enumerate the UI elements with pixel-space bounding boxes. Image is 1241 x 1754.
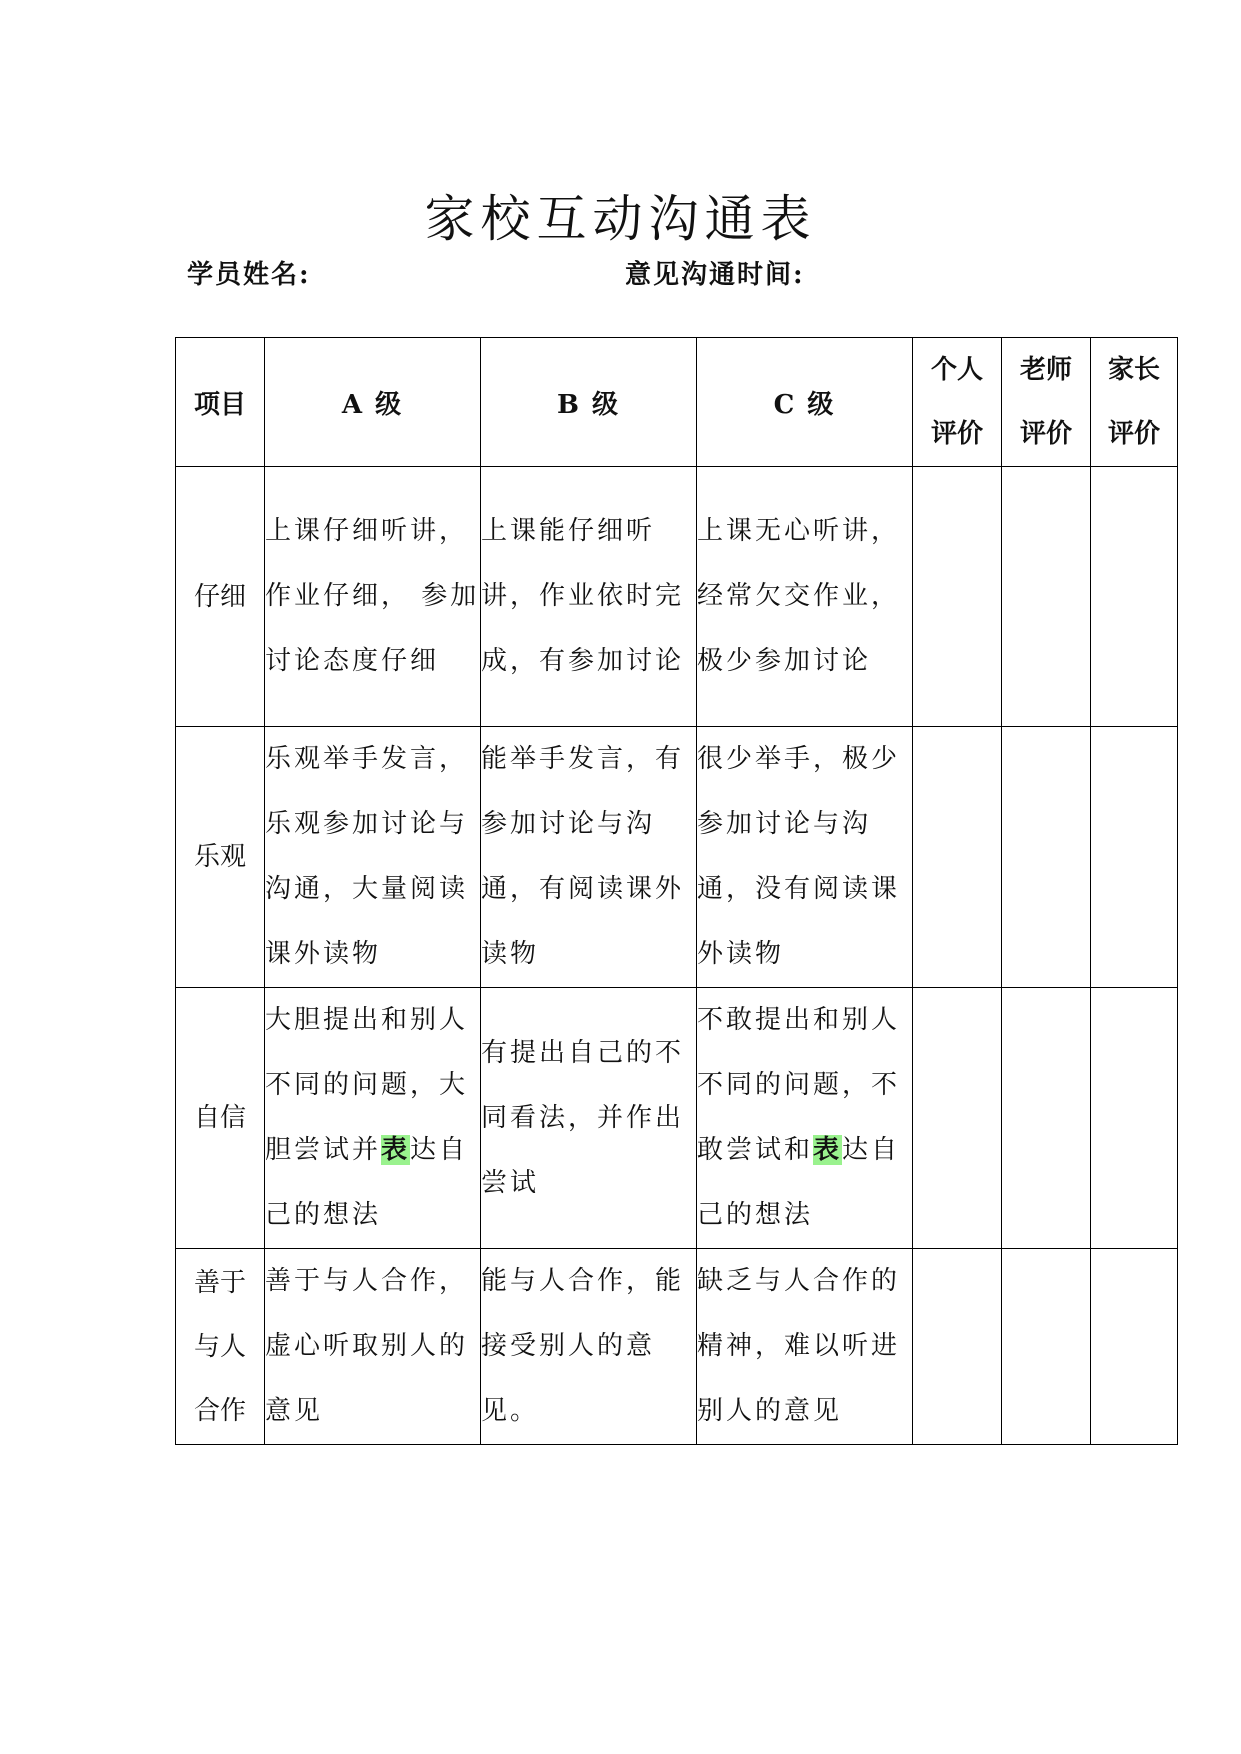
- cell-teacher-eval[interactable]: [1002, 727, 1091, 988]
- cell-grade-b: 能举手发言，有参加讨论与沟通，有阅读课外读物: [481, 727, 697, 988]
- cell-self-eval[interactable]: [913, 727, 1002, 988]
- cell-grade-b: 有提出自己的不同看法，并作出尝试: [481, 988, 697, 1249]
- cell-text: 大胆提出和别人不同的问题，大胆尝试并: [265, 1005, 469, 1165]
- header-parent-eval: [1091, 338, 1178, 467]
- row-item-optimistic: 乐观: [176, 727, 265, 988]
- cell-self-eval[interactable]: [913, 467, 1002, 727]
- cell-grade-a: 乐观举手发言，乐观参加讨论与沟通，大量阅读课外读物: [265, 727, 481, 988]
- evaluation-table: [175, 337, 1178, 1445]
- cell-teacher-eval[interactable]: [1002, 988, 1091, 1249]
- table-row: [176, 1249, 1178, 1445]
- cell-grade-c: [697, 988, 913, 1249]
- cell-grade-a: 上课仔细听讲，作业仔细， 参加讨论态度仔细: [265, 467, 481, 727]
- cell-parent-eval[interactable]: [1091, 727, 1178, 988]
- cell-self-eval[interactable]: [913, 1249, 1002, 1445]
- header-teacher-eval: [1002, 338, 1091, 467]
- table-row: [176, 727, 1178, 988]
- header-item: 项目: [176, 338, 265, 467]
- header-self-eval-line2: 评价: [930, 419, 983, 449]
- highlighted-text: 表: [381, 1135, 411, 1165]
- cell-grade-b: 能与人合作，能接受别人的意见。: [481, 1249, 697, 1445]
- cell-text: 达自己的想法: [265, 1135, 469, 1230]
- cell-grade-c: 缺乏与人合作的精神，难以听进别人的意见: [697, 1249, 913, 1445]
- cell-text: 不敢提出和别人不同的问题，不敢尝试和: [697, 1005, 901, 1165]
- header-parent-eval-line2: 评价: [1107, 419, 1160, 449]
- row-item-confident: 自信: [176, 988, 265, 1249]
- header-grade-c: C 级: [697, 338, 913, 467]
- row-item-cooperation: [176, 1249, 265, 1445]
- header-grade-b: B 级: [481, 338, 697, 467]
- cell-self-eval[interactable]: [913, 988, 1002, 1249]
- page-title: 家校互动沟通表: [424, 189, 817, 248]
- cell-teacher-eval[interactable]: [1002, 1249, 1091, 1445]
- cell-teacher-eval[interactable]: [1002, 467, 1091, 727]
- cell-grade-c: 很少举手，极少参加讨论与沟通，没有阅读课外读物: [697, 727, 913, 988]
- communication-time-label: 意见沟通时间:: [625, 260, 805, 290]
- table-header-row: [176, 338, 1178, 467]
- table-row: [176, 988, 1178, 1249]
- header-parent-eval-line1: 家长: [1107, 355, 1160, 385]
- cell-parent-eval[interactable]: [1091, 1249, 1178, 1445]
- cell-grade-b: 上课能仔细听讲，作业依时完成，有参加讨论: [481, 467, 697, 727]
- cell-grade-a: [265, 988, 481, 1249]
- header-grade-a: A 级: [265, 338, 481, 467]
- student-name-label: 学员姓名:: [187, 260, 311, 290]
- header-self-eval: [913, 338, 1002, 467]
- highlighted-text: 表: [813, 1135, 843, 1165]
- header-self-eval-line1: 个人: [930, 355, 983, 385]
- header-teacher-eval-line2: 评价: [1019, 419, 1072, 449]
- cell-grade-a: 善于与人合作，虚心听取别人的意见: [265, 1249, 481, 1445]
- cell-text: 达自己的想法: [697, 1135, 901, 1230]
- cell-grade-c: 上课无心听讲，经常欠交作业，极少参加讨论: [697, 467, 913, 727]
- cell-parent-eval[interactable]: [1091, 467, 1178, 727]
- row-item-careful: 仔细: [176, 467, 265, 727]
- row-item-line: 合作: [193, 1395, 246, 1426]
- table-row: [176, 467, 1178, 727]
- row-item-line: 善于: [193, 1267, 246, 1298]
- cell-parent-eval[interactable]: [1091, 988, 1178, 1249]
- row-item-line: 与人: [193, 1331, 246, 1362]
- header-teacher-eval-line1: 老师: [1019, 355, 1072, 385]
